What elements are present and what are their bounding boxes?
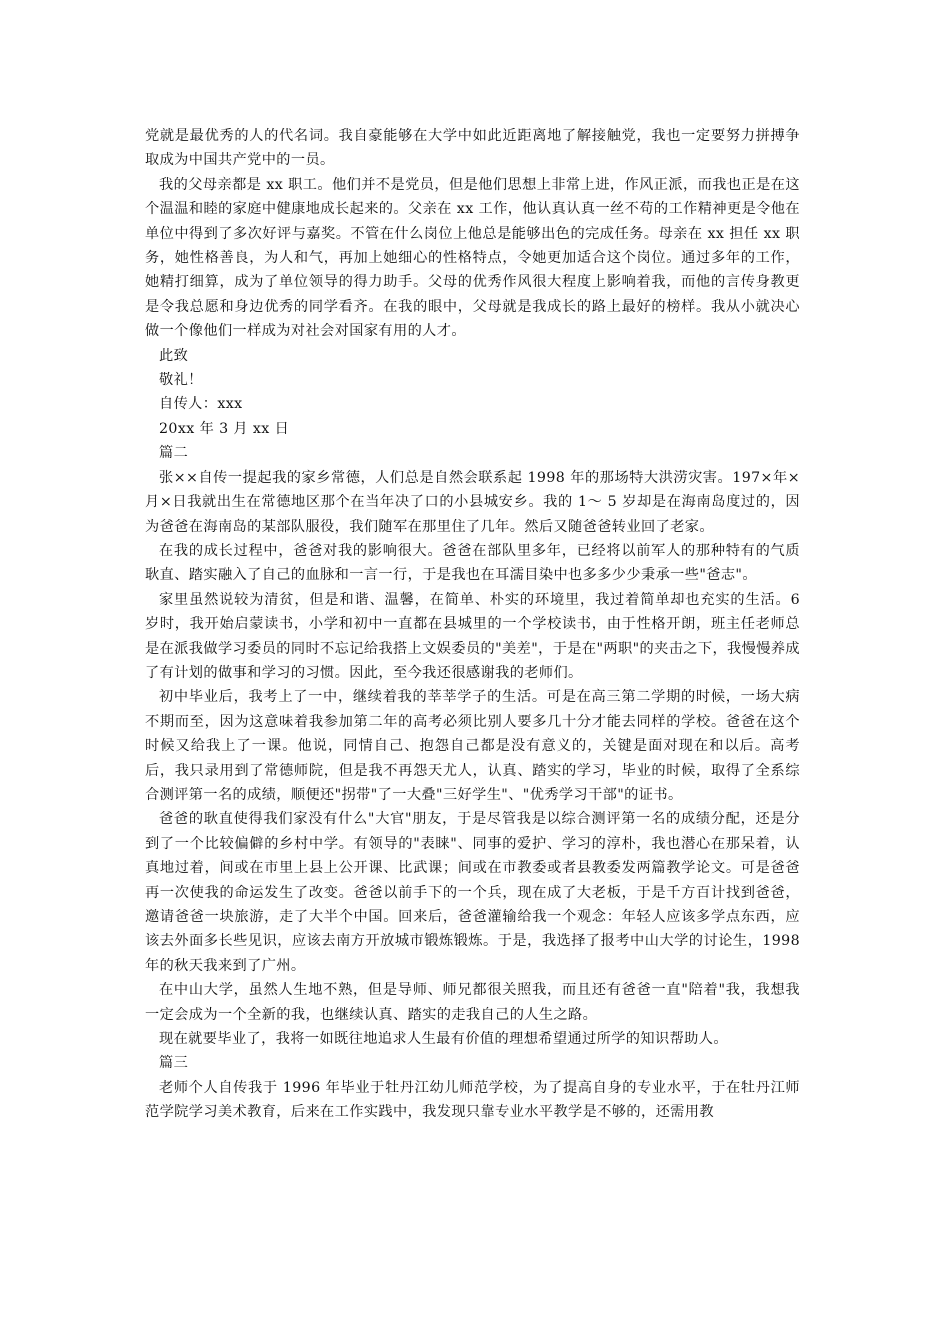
paragraph-childhood: 家里虽然说较为清贫，但是和谐、温馨，在简单、朴实的环境里，我过着简单却也充实的生活。6 岁时，我开始启蒙读书，小学和初中一直都在县城里的一个学校读书，由于性格开朗，班主任老师总是在派我做学习委员的同时不忘记给我搭上文娱委员的"美差"，于是在"两职"的夹击之下，我慢慢养成了有计划的做事和学习的习惯。因此，至今我还很感谢我的老师们。	[145, 591, 800, 681]
paragraph-university: 在中山大学，虽然人生地不熟，但是导师、师兄都很关照我，而且还有爸爸一直"陪着"我，我想我一定会成为一个全新的我，也继续认真、踏实的走我自己的人生之路。	[145, 982, 800, 1023]
signature-author: 自传人：xxx	[159, 396, 243, 413]
closing-respect: 敬礼！	[159, 372, 203, 389]
paragraph-career: 爸爸的耿直使得我们家没有什么"大官"朋友，于是尽管我是以综合测评第一名的成绩分配，还是分到了一个比较偏僻的乡村中学。有领导的"表睐"、同事的爱护、学习的淳朴，我也潜心在那呆着，认真地过着，间或在市里上县上公开课、比武课；间或在市教委或者县教委发两篇教学论文。可是爸爸再一次使我的命运发生了改变。爸爸以前手下的一个兵，现在成了大老板，于是千方百计找到爸爸，邀请爸爸一块旅游，走了大半个中国。回来后，爸爸灌输给我一个观念：年轻人应该多学点东西，应该去外面多长些见识，应该去南方开放城市锻炼锻炼。于是，我选择了报考中山大学的讨论生，1998 年的秋天我来到了广州。	[145, 811, 800, 974]
section-heading-part2: 篇二	[159, 445, 189, 462]
paragraph-teacher: 老师个人自传我于 1996 年毕业于牡丹江幼儿师范学校，为了提高自身的专业水平，于在牡丹江师范学院学习美术教育，后来在工作实践中，我发现只靠专业水平教学是不够的，还需用教	[145, 1079, 800, 1121]
document-page	[145, 124, 800, 1125]
section-heading-part3: 篇三	[159, 1055, 189, 1072]
paragraph-father-influence: 在我的成长过程中，爸爸对我的影响很大。爸爸在部队里多年，已经将以前军人的那种特有的气质耿直、踏实融入了自己的血脉和一言一行，于是我也在耳濡目染中也多多少少秉承一些"爸志"。	[145, 542, 800, 584]
paragraph-parents: 我的父母亲都是 xx 职工。他们并不是党员，但是他们思想上非常上进，作风正派，而我也正是在这个温温和睦的家庭中健康地成长起来的。父亲在 xx 工作，他认真认真一丝不苟的工作精神更是令他在单位中得到了多次好评与嘉奖。不管在什么岗位上他总是能够出色的完成任务。母亲在 xx 担任 xx 职务，她性格善良，为人和气，再加上她细心的性格特点，令她更加适合这个岗位。通过多年的工作，她精打细算，成为了单位领导的得力助手。父母的优秀作风很大程度上影响着我，而他的言传身教更是令我总愿和身边优秀的同学看齐。在我的眼中，父母就是我成长的路上最好的榜样。我从小就决心做一个像他们一样成为对社会对国家有用的人才。	[145, 176, 800, 340]
paragraph-party-goal: 党就是最优秀的人的代名词。我自豪能够在大学中如此近距离地了解接触党，我也一定要努力拼搏争取成为中国共产党中的一员。	[145, 128, 800, 169]
paragraph-high-school: 初中毕业后，我考上了一中，继续着我的莘莘学子的生活。可是在高三第二学期的时候，一场大病不期而至，因为这意味着我参加第二年的高考必须比别人要多几十分才能去同样的学校。爸爸在这个时候又给我上了一课。他说，同情自己、抱怨自己都是没有意义的，关键是面对现在和以后。高考后，我只录用到了常德师院，但是我不再怨天尤人，认真、踏实的学习，毕业的时候，取得了全系综合测评第一名的成绩，顺便还"拐带"了一大叠"三好学生"、"优秀学习干部"的证书。	[145, 689, 800, 803]
signature-date: 20xx 年 3 月 xx 日	[159, 420, 290, 437]
paragraph-graduation: 现在就要毕业了，我将一如既往地追求人生最有价值的理想希望通过所学的知识帮助人。	[159, 1031, 728, 1048]
closing-salutation: 此致	[159, 347, 189, 364]
paragraph-hometown: 张××自传一提起我的家乡常德，人们总是自然会联系起 1998 年的那场特大洪涝灾害。197×年×月×日我就出生在常德地区那个在当年决了口的小县城安乡。我的 1～ 5 岁却是在海南岛度过的，因为爸爸在海南岛的某部队服役，我们随军在那里住了几年。然后又随爸爸转业回了老家。	[145, 469, 800, 535]
